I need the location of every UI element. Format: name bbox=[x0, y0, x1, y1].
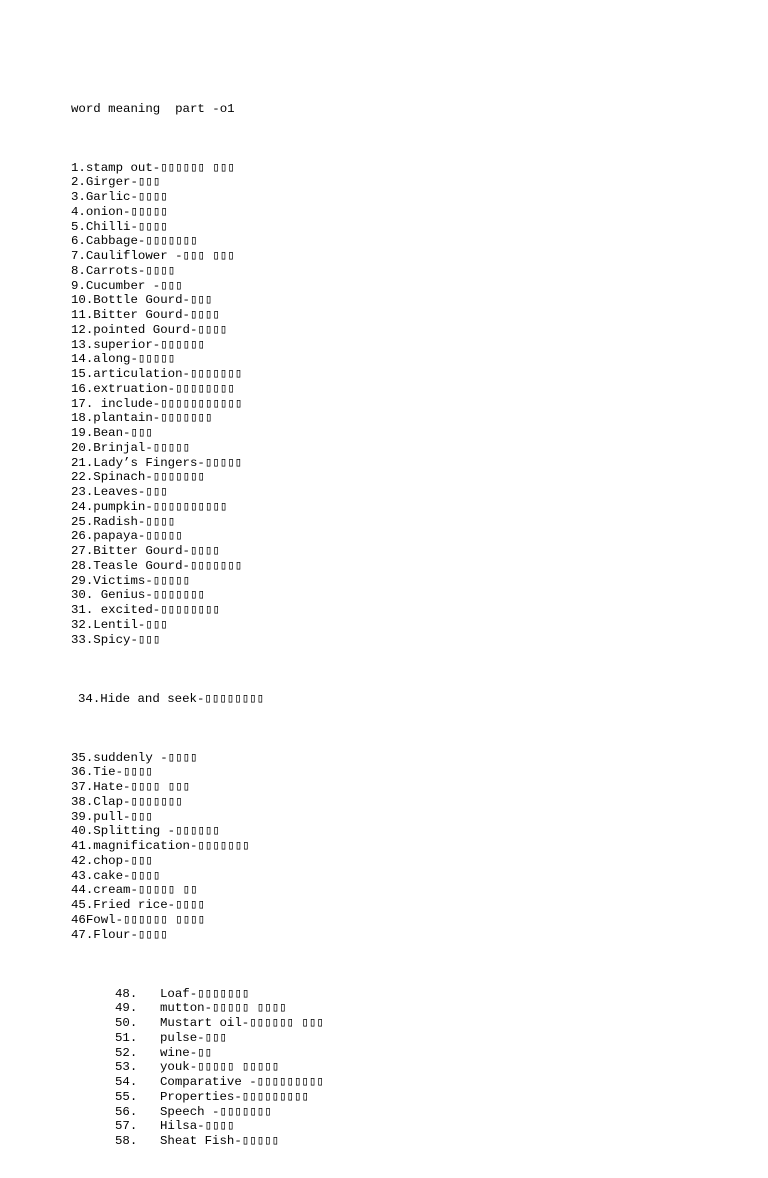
list-item-number: 52. bbox=[115, 1045, 138, 1060]
list-item: 18.plantain-▯▯▯▯▯▯▯ bbox=[71, 411, 213, 426]
list-item: 9.Cucumber -▯▯▯ bbox=[71, 278, 183, 293]
list-item: 2.Girger-▯▯▯ bbox=[71, 175, 161, 190]
list-item: 37.Hate-▯▯▯▯ ▯▯▯ bbox=[71, 780, 191, 794]
numbered-list-item bbox=[71, 1001, 324, 1016]
list-item: 46Fowl-▯▯▯▯▯▯ ▯▯▯▯ bbox=[71, 912, 206, 927]
list-item: 29.Victims-▯▯▯▯▯ bbox=[71, 573, 191, 588]
list-item: 6.Cabbage-▯▯▯▯▯▯▯ bbox=[71, 234, 198, 249]
list-item: 38.Clap-▯▯▯▯▯▯▯ bbox=[71, 794, 183, 809]
list-item: 22.Spinach-▯▯▯▯▯▯▯ bbox=[71, 470, 206, 485]
list-item: 1.stamp out-▯▯▯▯▯▯ ▯▯▯ bbox=[71, 160, 235, 175]
list-item-number: 48. bbox=[115, 986, 138, 1001]
numbered-list-item bbox=[71, 1090, 324, 1105]
list-item: 35.suddenly -▯▯▯▯ bbox=[71, 750, 198, 765]
list-item: 25.Radish-▯▯▯▯ bbox=[71, 514, 176, 529]
list-item: 21.Lady’s Fingers-▯▯▯▯▯ bbox=[71, 455, 243, 470]
list-item: 4.onion-▯▯▯▯▯ bbox=[71, 204, 168, 219]
list-item: 20.Brinjal-▯▯▯▯▯ bbox=[71, 440, 191, 455]
list-item: 8.Carrots-▯▯▯▯ bbox=[71, 263, 176, 278]
list-item-number: 51. bbox=[115, 1030, 138, 1045]
numbered-list bbox=[71, 987, 324, 1149]
list-item: 27.Bitter Gourd-▯▯▯▯ bbox=[71, 544, 220, 558]
list-item-number: 53. bbox=[115, 1060, 138, 1075]
list-item-number: 50. bbox=[115, 1016, 138, 1030]
numbered-list-item bbox=[71, 1134, 324, 1149]
word-list-part-a bbox=[71, 161, 324, 648]
list-item: 43.cake-▯▯▯▯ bbox=[71, 868, 161, 883]
list-item-text: pulse-▯▯▯ bbox=[160, 1030, 227, 1045]
list-item: 13.superior-▯▯▯▯▯▯ bbox=[71, 337, 205, 352]
list-item: 36.Tie-▯▯▯▯ bbox=[71, 765, 153, 780]
list-item: 11.Bitter Gourd-▯▯▯▯ bbox=[71, 308, 220, 322]
list-item-text: Mustart oil-▯▯▯▯▯▯ ▯▯▯ bbox=[160, 1016, 324, 1030]
list-item-text: Speech -▯▯▯▯▯▯▯ bbox=[160, 1104, 272, 1119]
list-item: 16.extruation-▯▯▯▯▯▯▯▯ bbox=[71, 381, 235, 396]
list-item: 3.Garlic-▯▯▯▯ bbox=[71, 190, 168, 204]
list-item: 31. excited-▯▯▯▯▯▯▯▯ bbox=[71, 603, 220, 617]
list-item: 7.Cauliflower -▯▯▯ ▯▯▯ bbox=[71, 249, 235, 263]
list-item-number: 55. bbox=[115, 1089, 138, 1104]
numbered-list-item bbox=[71, 1016, 324, 1031]
list-item-text: Properties-▯▯▯▯▯▯▯▯▯ bbox=[160, 1089, 309, 1104]
list-item-number: 49. bbox=[115, 1001, 138, 1016]
numbered-list-item bbox=[71, 987, 324, 1002]
list-item-text: Sheat Fish-▯▯▯▯▯ bbox=[160, 1134, 280, 1148]
list-item-number: 58. bbox=[115, 1134, 138, 1148]
list-item-text: Loaf-▯▯▯▯▯▯▯ bbox=[160, 986, 250, 1001]
document-body bbox=[71, 72, 324, 1178]
list-item: 45.Fried rice-▯▯▯▯ bbox=[71, 898, 205, 912]
list-item: 23.Leaves-▯▯▯ bbox=[71, 485, 168, 499]
numbered-list-item bbox=[71, 1119, 324, 1134]
numbered-list-item bbox=[71, 1105, 324, 1120]
numbered-list-item bbox=[71, 1031, 324, 1046]
list-item: 47.Flour-▯▯▯▯ bbox=[71, 927, 168, 942]
list-item: 34.Hide and seek-▯▯▯▯▯▯▯▯ bbox=[78, 691, 265, 706]
word-list-part-b bbox=[71, 751, 324, 943]
list-item: 32.Lentil-▯▯▯ bbox=[71, 617, 168, 632]
list-item-text: Hilsa-▯▯▯▯ bbox=[160, 1119, 235, 1134]
list-item: 41.magnification-▯▯▯▯▯▯▯ bbox=[71, 839, 250, 853]
list-item-number: 56. bbox=[115, 1104, 138, 1119]
list-item-number: 54. bbox=[115, 1075, 138, 1089]
list-item: 42.chop-▯▯▯ bbox=[71, 853, 153, 868]
list-item-number: 57. bbox=[115, 1119, 138, 1134]
list-item: 10.Bottle Gourd-▯▯▯ bbox=[71, 293, 213, 308]
list-item: 15.articulation-▯▯▯▯▯▯▯ bbox=[71, 367, 243, 381]
list-item: 26.papaya-▯▯▯▯▯ bbox=[71, 529, 183, 544]
list-item-text: Comparative -▯▯▯▯▯▯▯▯▯ bbox=[160, 1075, 324, 1089]
list-item: 44.cream-▯▯▯▯▯ ▯▯ bbox=[71, 883, 198, 898]
list-item-text: mutton-▯▯▯▯▯ ▯▯▯▯ bbox=[160, 1001, 287, 1016]
list-item: 12.pointed Gourd-▯▯▯▯ bbox=[71, 322, 228, 337]
document-title: word meaning part -o1 bbox=[71, 101, 235, 116]
numbered-list-item bbox=[71, 1060, 324, 1075]
list-item-text: wine-▯▯ bbox=[160, 1045, 213, 1060]
numbered-list-item bbox=[71, 1075, 324, 1090]
list-item: 17. include-▯▯▯▯▯▯▯▯▯▯▯ bbox=[71, 396, 243, 411]
list-item: 14.along-▯▯▯▯▯ bbox=[71, 352, 176, 367]
list-item: 40.Splitting -▯▯▯▯▯▯ bbox=[71, 824, 220, 839]
list-item: 39.pull-▯▯▯ bbox=[71, 809, 153, 824]
list-item-text: youk-▯▯▯▯▯ ▯▯▯▯▯ bbox=[160, 1060, 280, 1075]
list-item: 24.pumpkin-▯▯▯▯▯▯▯▯▯▯ bbox=[71, 499, 228, 514]
list-item: 28.Teasle Gourd-▯▯▯▯▯▯▯ bbox=[71, 558, 243, 573]
list-item: 5.Chilli-▯▯▯▯ bbox=[71, 219, 168, 234]
numbered-list-item bbox=[71, 1046, 324, 1061]
list-item: 19.Bean-▯▯▯ bbox=[71, 426, 153, 440]
list-item: 33.Spicy-▯▯▯ bbox=[71, 632, 161, 647]
list-item: 30. Genius-▯▯▯▯▯▯▯ bbox=[71, 588, 206, 603]
